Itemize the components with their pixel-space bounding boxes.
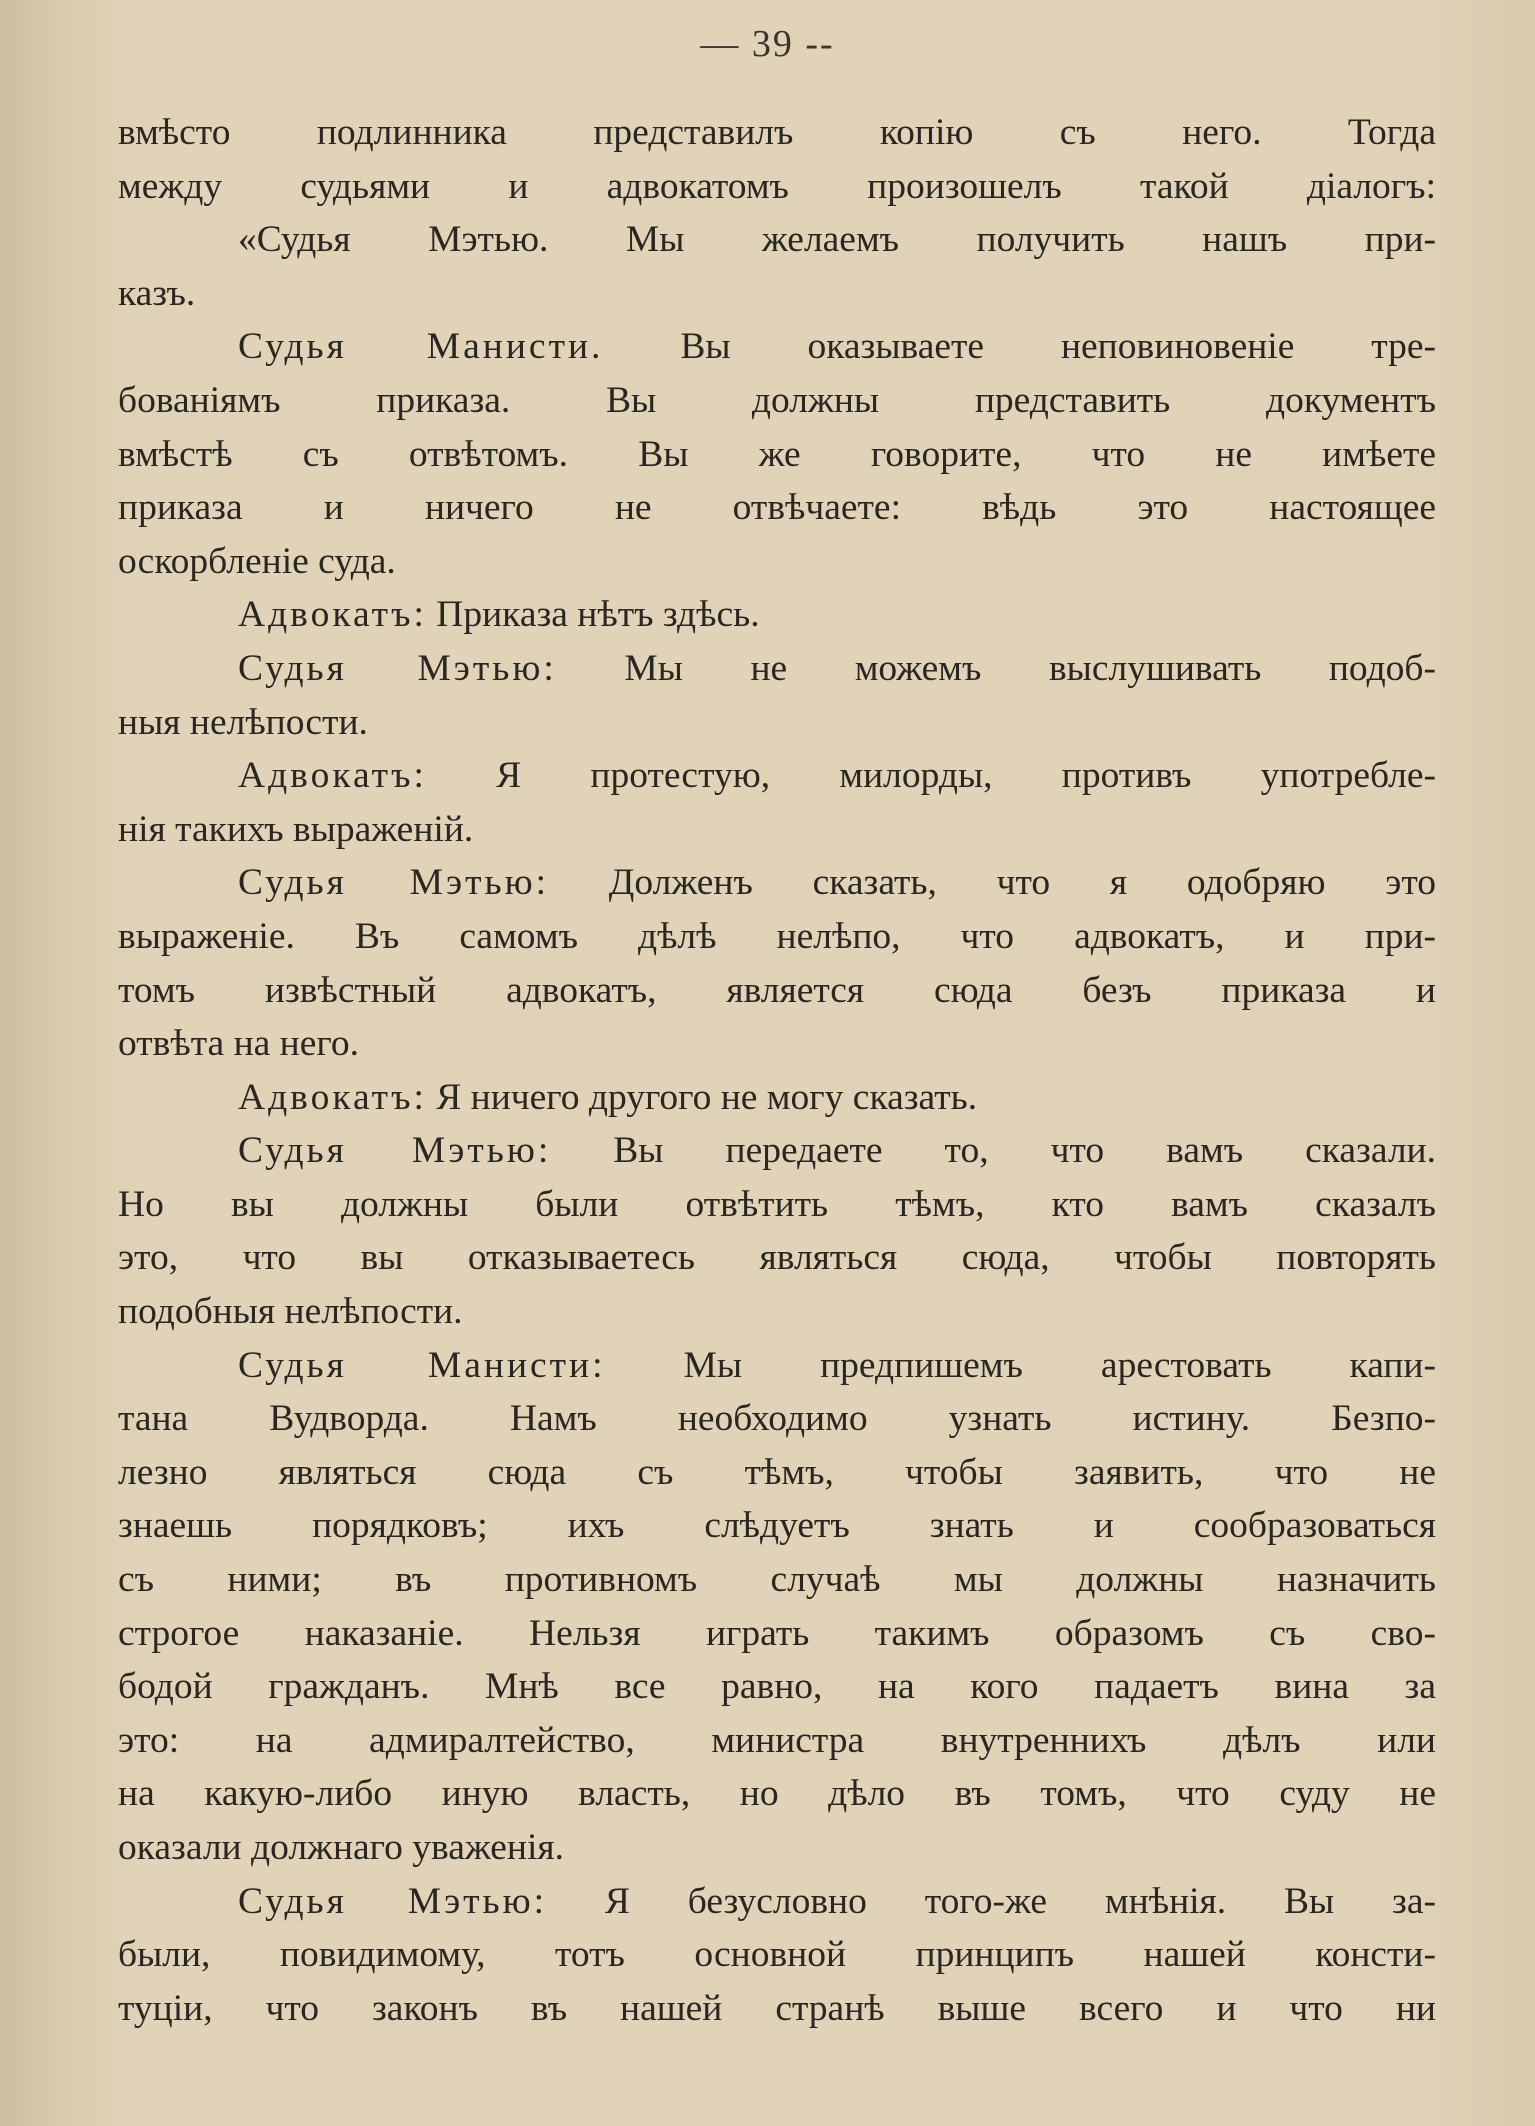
speaker-name: Судья Манисти: <box>238 1344 606 1386</box>
text-line <box>118 1821 1436 1875</box>
text-line <box>118 964 1436 1018</box>
line-text: между судьями и адвокатомъ произошелъ такой діалогъ: <box>118 165 1436 207</box>
line-text: Мы предпишемъ арестовать капи- <box>605 1344 1436 1386</box>
line-text: Но вы должны были отвѣтить тѣмъ, кто вамъ сказалъ <box>118 1183 1436 1225</box>
line-text: Мы не можемъ выслушивать подоб- <box>556 647 1436 689</box>
text-line <box>118 1231 1436 1285</box>
speaker-name: Судья Мэтью: <box>238 647 557 689</box>
text-line <box>118 1339 1436 1393</box>
text-line <box>118 910 1436 964</box>
line-text: подобныя нелѣпости. <box>118 1291 463 1333</box>
line-text: Вы оказываете неповиновеніе тре- <box>603 326 1436 368</box>
line-text: Долженъ сказать, что я одобряю это <box>549 862 1436 904</box>
text-line <box>118 1928 1436 1982</box>
text-line <box>118 374 1436 428</box>
text-line <box>118 1071 1436 1125</box>
line-text: Приказа нѣтъ здѣсь. <box>426 594 760 636</box>
text-line <box>118 481 1436 535</box>
line-text: оказали должнаго уваженія. <box>118 1827 565 1868</box>
line-text: на какую-либо иную власть, но дѣло въ томъ, что суду не <box>118 1773 1436 1815</box>
text-line <box>118 1767 1436 1821</box>
speaker-name: Судья Мэтью: <box>238 862 550 904</box>
text-line <box>118 213 1436 267</box>
speaker-name: Судья Мэтью: <box>238 1130 552 1172</box>
text-line <box>118 1285 1436 1339</box>
text-line <box>118 1446 1436 1500</box>
text-line <box>118 1499 1436 1553</box>
line-text: ныя нелѣпости. <box>118 701 368 743</box>
line-text: лезно являться сюда съ тѣмъ, чтобы заявить, что не <box>118 1451 1436 1493</box>
text-line <box>118 1178 1436 1232</box>
text-line <box>118 1553 1436 1607</box>
line-text: Я ничего другого не могу сказать. <box>426 1076 978 1118</box>
speaker-name: Судья Мэтью: <box>238 1880 548 1922</box>
text-line <box>118 642 1436 696</box>
line-text: бодой гражданъ. Мнѣ все равно, на кого падаетъ вина за <box>118 1666 1436 1708</box>
line-text: приказа и ничего не отвѣчаете: вѣдь это настоящее <box>118 487 1436 529</box>
text-line <box>118 428 1436 482</box>
text-line <box>118 1392 1436 1446</box>
text-line <box>118 749 1436 803</box>
page-number: — 39 -- <box>700 23 835 65</box>
speaker-name: Адвокатъ: <box>238 1076 427 1118</box>
line-text: строгое наказаніе. Нельзя играть такимъ образомъ съ сво- <box>118 1612 1436 1654</box>
text-line <box>118 1982 1436 2036</box>
line-text: вмѣсто подлинника представилъ копію съ него. Тогда <box>118 112 1436 153</box>
line-text: это, что вы отказываетесь являться сюда, чтобы повторять <box>118 1237 1436 1279</box>
text-line <box>118 1607 1436 1661</box>
text-line <box>118 1714 1436 1768</box>
text-line <box>118 696 1436 750</box>
line-text: казъ. <box>118 272 196 314</box>
text-line <box>118 1124 1436 1178</box>
line-text: выраженіе. Въ самомъ дѣлѣ нелѣпо, что адвокатъ, и при- <box>118 915 1436 957</box>
line-text: Я протестую, милорды, противъ употребле- <box>426 755 1436 797</box>
line-text: «Судья Мэтью. Мы желаемъ получить нашъ при- <box>238 219 1436 261</box>
text-line <box>118 106 1436 160</box>
line-text: Вы передаете то, что вамъ сказали. <box>551 1130 1436 1172</box>
line-text: съ ними; въ противномъ случаѣ мы должны назначить <box>118 1559 1436 1601</box>
line-text: Я безусловно того-же мнѣнія. Вы за- <box>547 1880 1436 1922</box>
line-text: тана Вудворда. Намъ необходимо узнать истину. Безпо- <box>118 1398 1436 1440</box>
line-text: были, повидимому, тотъ основной принципъ нашей консти- <box>118 1934 1436 1976</box>
text-line <box>118 160 1436 214</box>
speaker-name: Адвокатъ: <box>238 755 427 797</box>
line-text: оскорбленіе суда. <box>118 540 396 582</box>
line-text: туціи, что законъ въ нашей странѣ выше всего и что ни <box>118 1987 1436 2029</box>
line-text: отвѣта на него. <box>118 1023 359 1065</box>
line-text: нія такихъ выраженій. <box>118 808 474 850</box>
line-text: это: на адмиралтейство, министра внутреннихъ дѣлъ или <box>118 1719 1436 1761</box>
speaker-name: Адвокатъ: <box>238 594 427 636</box>
speaker-name: Судья Манисти. <box>238 326 604 368</box>
text-line <box>118 1660 1436 1714</box>
text-line <box>118 856 1436 910</box>
page-body-text <box>118 106 1436 2035</box>
text-line <box>118 1875 1436 1929</box>
text-line <box>118 267 1436 321</box>
line-text: вмѣстѣ съ отвѣтомъ. Вы же говорите, что не имѣете <box>118 433 1436 475</box>
text-line <box>118 320 1436 374</box>
text-line <box>118 803 1436 857</box>
line-text: томъ извѣстный адвокатъ, является сюда безъ приказа и <box>118 969 1436 1011</box>
text-line <box>118 588 1436 642</box>
text-line <box>118 1017 1436 1071</box>
line-text: бованіямъ приказа. Вы должны представить документъ <box>118 379 1436 421</box>
line-text: знаешь порядковъ; ихъ слѣдуетъ знать и сообразоваться <box>118 1505 1436 1547</box>
text-line <box>118 535 1436 589</box>
